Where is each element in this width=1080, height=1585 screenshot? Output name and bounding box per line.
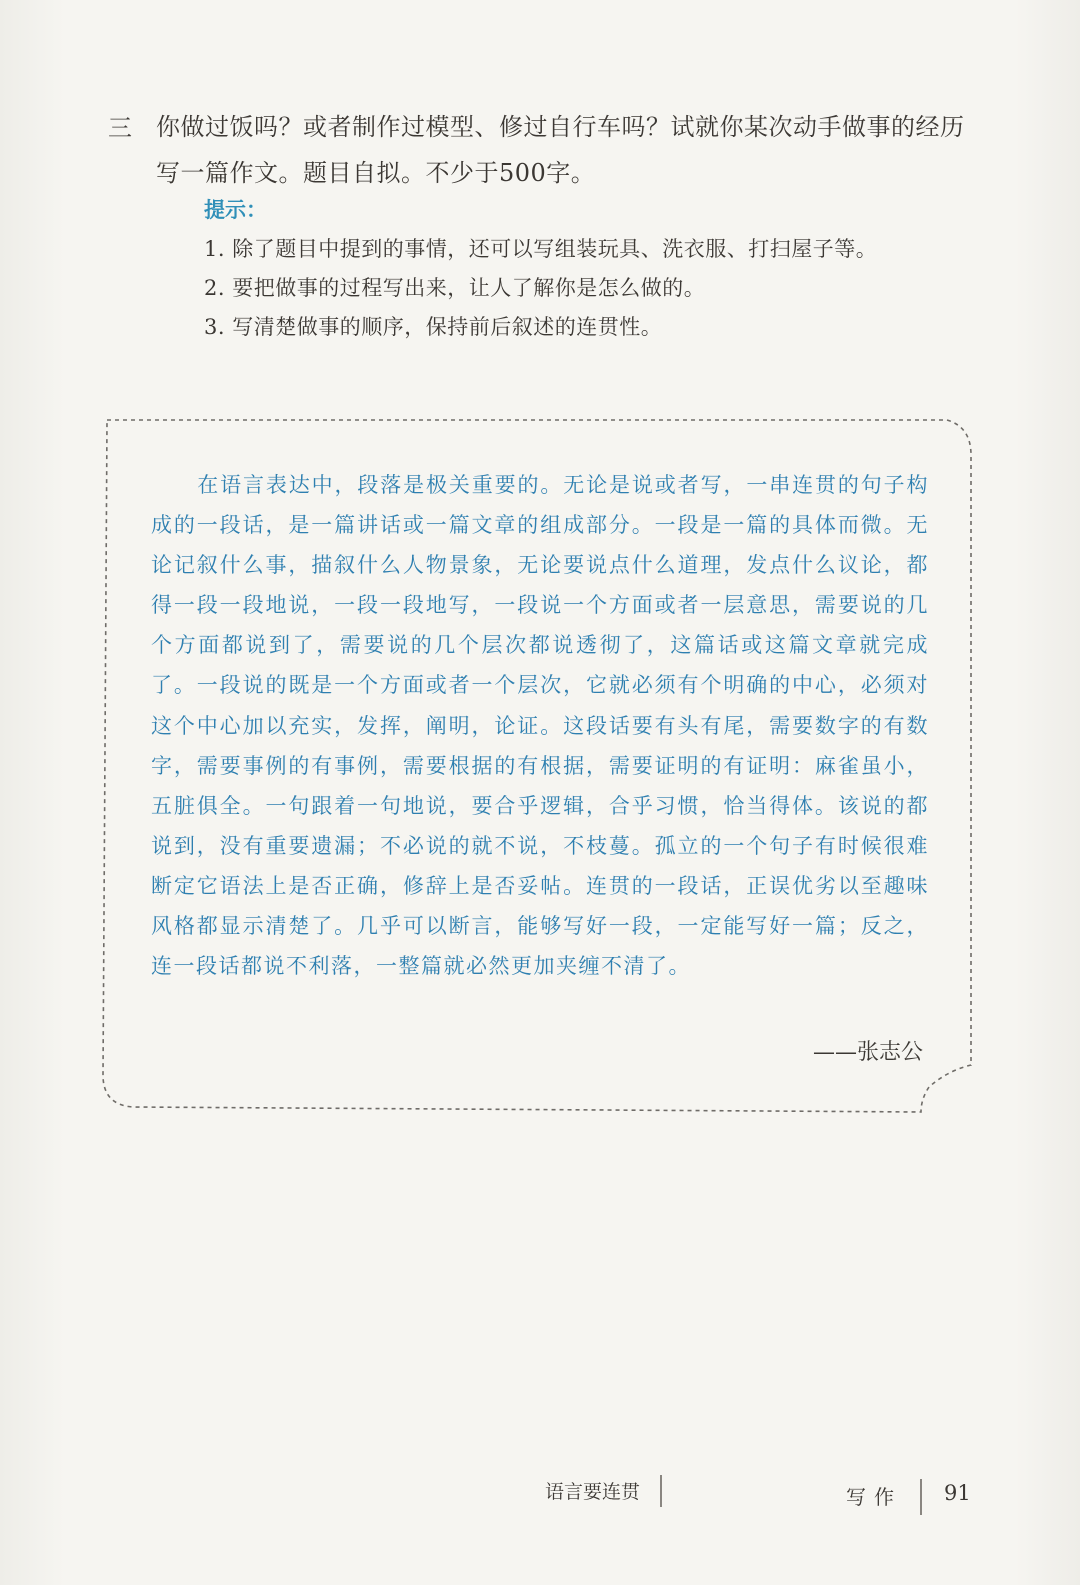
footer-divider xyxy=(660,1475,662,1507)
exercise-number: 三 xyxy=(108,114,132,142)
footer-divider xyxy=(920,1479,922,1515)
tip-item: 2. 要把做事的过程写出来，让人了解你是怎么做的。 xyxy=(204,276,706,300)
quote-box xyxy=(101,415,975,1115)
quote-text: 在语言表达中，段落是极关重要的。无论是说或者写，一串连贯的句子构成的一段话，是一篇讲话或一篇文章的组成部分。一段是一篇的具体而微。无论记叙什么事，描叙什么人物景象，无论要说点什么道理，发点什么议论，都得一段一段地说，一段一段地写，一段说一个方面或者一层意思，需要说的几个方面都说到了，需要说的几个层次都说透彻了，这篇话或这篇文章就完成了。一段说的既是一个方面或者一个层次，它就必须有个明确的中心，必须对这个中心加以充实，发挥，阐明，论证。这段话要有头有尾，需要数字的有数字，需要事例的有事例，需要根据的有根据，需要证明的有证明：麻雀虽小，五脏俱全。一句跟着一句地说，要合乎逻辑，合乎习惯，恰当得体。该说的都说到，没有重要遗漏；不必说的就不说，不枝蔓。孤立的一个句子有时候很难断定它语法上是否正确，修辞上是否妥帖。连贯的一段话，正误优劣以至趣味风格都显示清楚了。几乎可以断言，能够写好一段，一定能写好一篇；反之，连一段话都说不利落，一整篇就必然更加夹缠不清了。 xyxy=(151,473,929,979)
tips-label: 提示： xyxy=(204,198,267,222)
quote-author: ——张志公 xyxy=(812,1040,923,1065)
tip-item: 1. 除了题目中提到的事情，还可以写组装玩具、洗衣服、打扫屋子等。 xyxy=(204,237,878,261)
exercise-prompt: 你做过饭吗？或者制作过模型、修过自行车吗？试就你某次动手做事的经历写一篇作文。题目自拟。不少于500字。 xyxy=(156,113,965,187)
footer-section-title: 写作 xyxy=(846,1485,902,1509)
footer-unit-title: 语言要连贯 xyxy=(545,1481,641,1503)
page-footer xyxy=(0,1475,1080,1515)
tips-list xyxy=(204,230,964,347)
tip-item: 3. 写清楚做事的顺序，保持前后叙述的连贯性。 xyxy=(204,315,663,339)
page-number: 91 xyxy=(944,1481,971,1505)
